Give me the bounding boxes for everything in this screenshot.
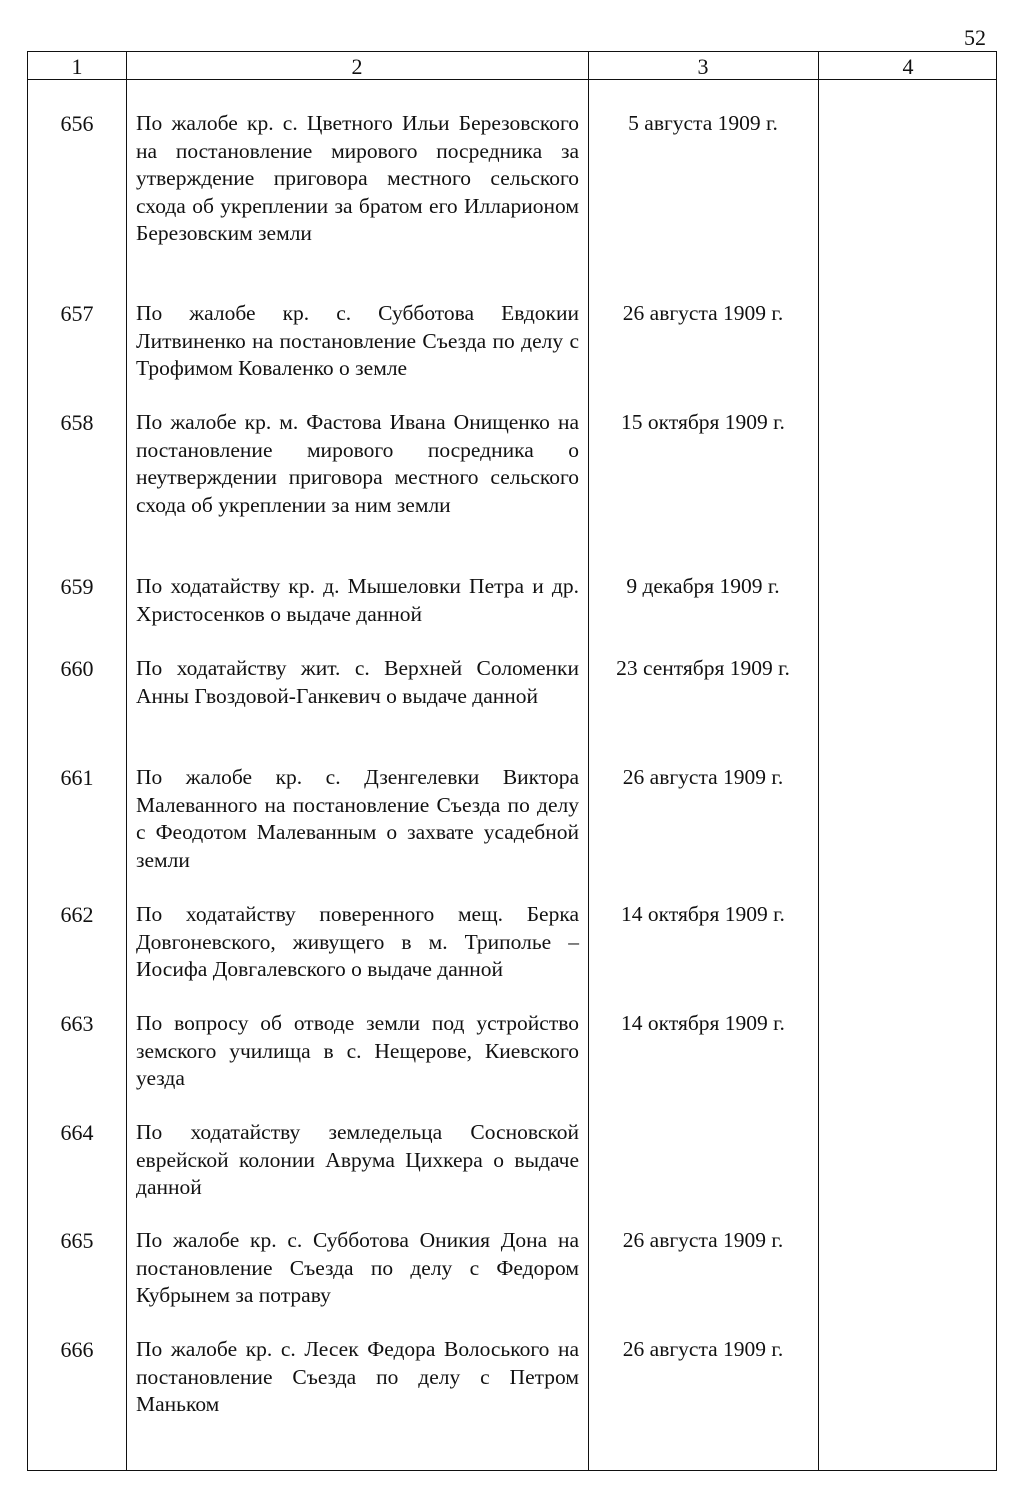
case-number: 660 bbox=[60, 656, 94, 681]
column-divider bbox=[818, 52, 819, 1470]
register-table bbox=[27, 51, 997, 1471]
case-description: По жалобе кр. с. Дзенгелевки Виктора Малеванного на постановление Съезда по делу с Феодотом Малеванным о захвате усадебной земли bbox=[136, 765, 579, 872]
case-number: 662 bbox=[60, 902, 94, 927]
case-date: 26 августа 1909 г. bbox=[622, 1228, 784, 1252]
case-number: 658 bbox=[60, 410, 94, 435]
column-header-content: 2 bbox=[351, 54, 363, 79]
case-description: По жалобе кр. с. Субботова Оникия Дона на постановление Съезда по делу с Федором Кубрынем за потраву bbox=[136, 1228, 579, 1307]
case-date: 14 октября 1909 г. bbox=[621, 1011, 785, 1035]
case-date: 26 августа 1909 г. bbox=[622, 301, 784, 325]
case-description: По ходатайству жит. с. Верхней Соломенки Анны Гвоздовой-Ганкевич о выдаче данной bbox=[136, 656, 579, 708]
column-header-note: 4 bbox=[902, 54, 914, 79]
case-description: По жалобе кр. с. Лесек Федора Волоського на постановление Съезда по делу с Петром Маньком bbox=[136, 1337, 579, 1416]
case-description: По жалобе кр. с. Субботова Евдокии Литвиненко на постановление Съезда по делу с Трофимом Коваленко о земле bbox=[136, 301, 579, 380]
case-date: 9 декабря 1909 г. bbox=[626, 574, 780, 598]
case-description: По вопросу об отводе земли под устройство земского училища в с. Нещерове, Киевского уезда bbox=[136, 1011, 579, 1090]
case-number: 663 bbox=[60, 1011, 94, 1036]
case-number: 665 bbox=[60, 1228, 94, 1253]
case-date: 26 августа 1909 г. bbox=[622, 1337, 784, 1361]
table-header-row bbox=[28, 52, 996, 80]
case-number: 664 bbox=[60, 1120, 94, 1145]
case-number: 666 bbox=[60, 1337, 94, 1362]
case-number: 661 bbox=[60, 765, 94, 790]
case-description: По ходатайству поверенного мещ. Берка Довгоневского, живущего в м. Триполье – Иосифа Довгалевского о выдаче данной bbox=[136, 902, 579, 981]
case-date: 5 августа 1909 г. bbox=[628, 111, 778, 135]
case-date: 23 сентября 1909 г. bbox=[616, 656, 790, 680]
case-date: 26 августа 1909 г. bbox=[622, 765, 784, 789]
column-divider bbox=[126, 52, 127, 1470]
case-number: 657 bbox=[60, 301, 94, 326]
case-description: По ходатайству кр. д. Мышеловки Петра и др. Христосенков о выдаче данной bbox=[136, 574, 579, 626]
column-header-number: 1 bbox=[71, 54, 83, 79]
case-number: 656 bbox=[60, 111, 94, 136]
case-description: По жалобе кр. с. Цветного Ильи Березовского на постановление мирового посредника за утверждение приговора местного сельского схода об укреплении за братом его Илларионом Березовским земли bbox=[136, 111, 579, 245]
page-number: 52 bbox=[964, 25, 986, 50]
column-header-date: 3 bbox=[697, 54, 709, 79]
case-number: 659 bbox=[60, 574, 94, 599]
case-date: 14 октября 1909 г. bbox=[621, 902, 785, 926]
case-description: По жалобе кр. м. Фастова Ивана Онищенко на постановление мирового посредника о неутверждении приговора местного сельского схода об укреплении за ним земли bbox=[136, 410, 579, 517]
case-description: По ходатайству земледельца Сосновской еврейской колонии Аврума Цихкера о выдаче данной bbox=[136, 1120, 579, 1199]
column-divider bbox=[588, 52, 589, 1470]
case-date: 15 октября 1909 г. bbox=[621, 410, 785, 434]
